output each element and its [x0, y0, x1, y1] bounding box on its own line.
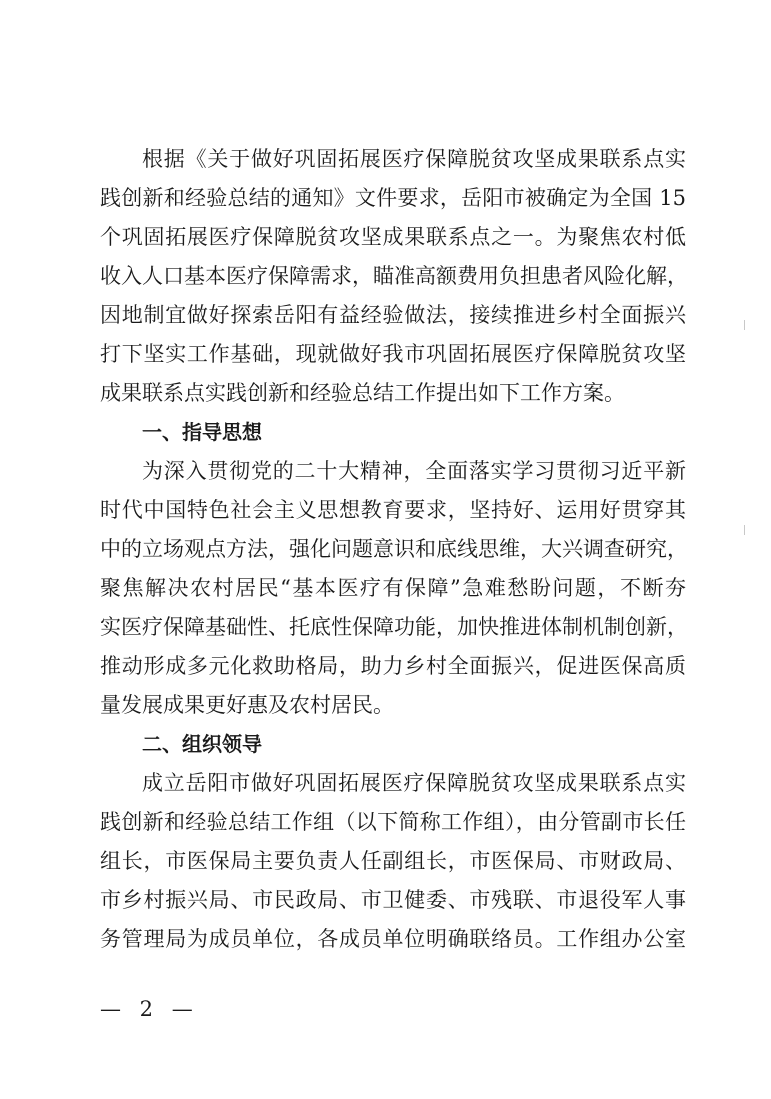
paragraph-line: 成果联系点实践创新和经验总结工作提出如下工作方案。: [100, 381, 625, 405]
paragraph-line: 因地制宜做好探索岳阳有益经验做法，接续推进乡村全面振兴: [100, 303, 686, 327]
paragraph-line: 成立岳阳市做好巩固拓展医疗保障脱贫攻坚成果联系点实: [142, 771, 686, 795]
paragraph-line: 为深入贯彻党的二十大精神，全面落实学习贯彻习近平新: [142, 459, 686, 483]
paragraph-line: 中的立场观点方法，强化问题意识和底线思维，大兴调查研究，: [100, 537, 688, 561]
paragraph-line: 市乡村振兴局、市民政局、市卫健委、市残联、市退役军人事: [100, 888, 686, 912]
section-heading: 二、组织领导: [142, 732, 262, 756]
paragraph-line: 务管理局为成员单位，各成员单位明确联络员。工作组办公室: [100, 927, 686, 951]
paragraph-line: 打下坚实工作基础，现就做好我市巩固拓展医疗保障脱贫攻坚: [100, 342, 686, 366]
paragraph-line: 收入人口基本医疗保障需求，瞄准高额费用负担患者风险化解，: [100, 264, 688, 288]
scan-mark: [744, 525, 745, 535]
paragraph-line: 个巩固拓展医疗保障脱贫攻坚成果联系点之一。为聚焦农村低: [100, 225, 686, 249]
paragraph-line: 聚焦解决农村居民“基本医疗有保障”急难愁盼问题，不断夯: [100, 576, 686, 600]
paragraph-line: 时代中国特色社会主义思想教育要求，坚持好、运用好贯穿其: [100, 498, 686, 522]
paragraph-line: 组长，市医保局主要负责人任副组长，市医保局、市财政局、: [100, 849, 686, 873]
scan-mark: [744, 320, 745, 330]
paragraph-line: 践创新和经验总结工作组（以下简称工作组），由分管副市长任: [100, 810, 686, 834]
paragraph-line: 量发展成果更好惠及农村居民。: [100, 693, 394, 717]
page-number: — 2 —: [100, 997, 199, 1021]
section-heading: 一、指导思想: [142, 420, 262, 444]
paragraph-line: 根据《关于做好巩固拓展医疗保障脱贫攻坚成果联系点实: [142, 147, 686, 171]
paragraph-line: 实医疗保障基础性、托底性保障功能，加快推进体制机制创新，: [100, 615, 688, 639]
paragraph-line: 践创新和经验总结的通知》文件要求，岳阳市被确定为全国 15: [100, 186, 686, 210]
paragraph-line: 推动形成多元化救助格局，助力乡村全面振兴，促进医保高质: [100, 654, 686, 678]
